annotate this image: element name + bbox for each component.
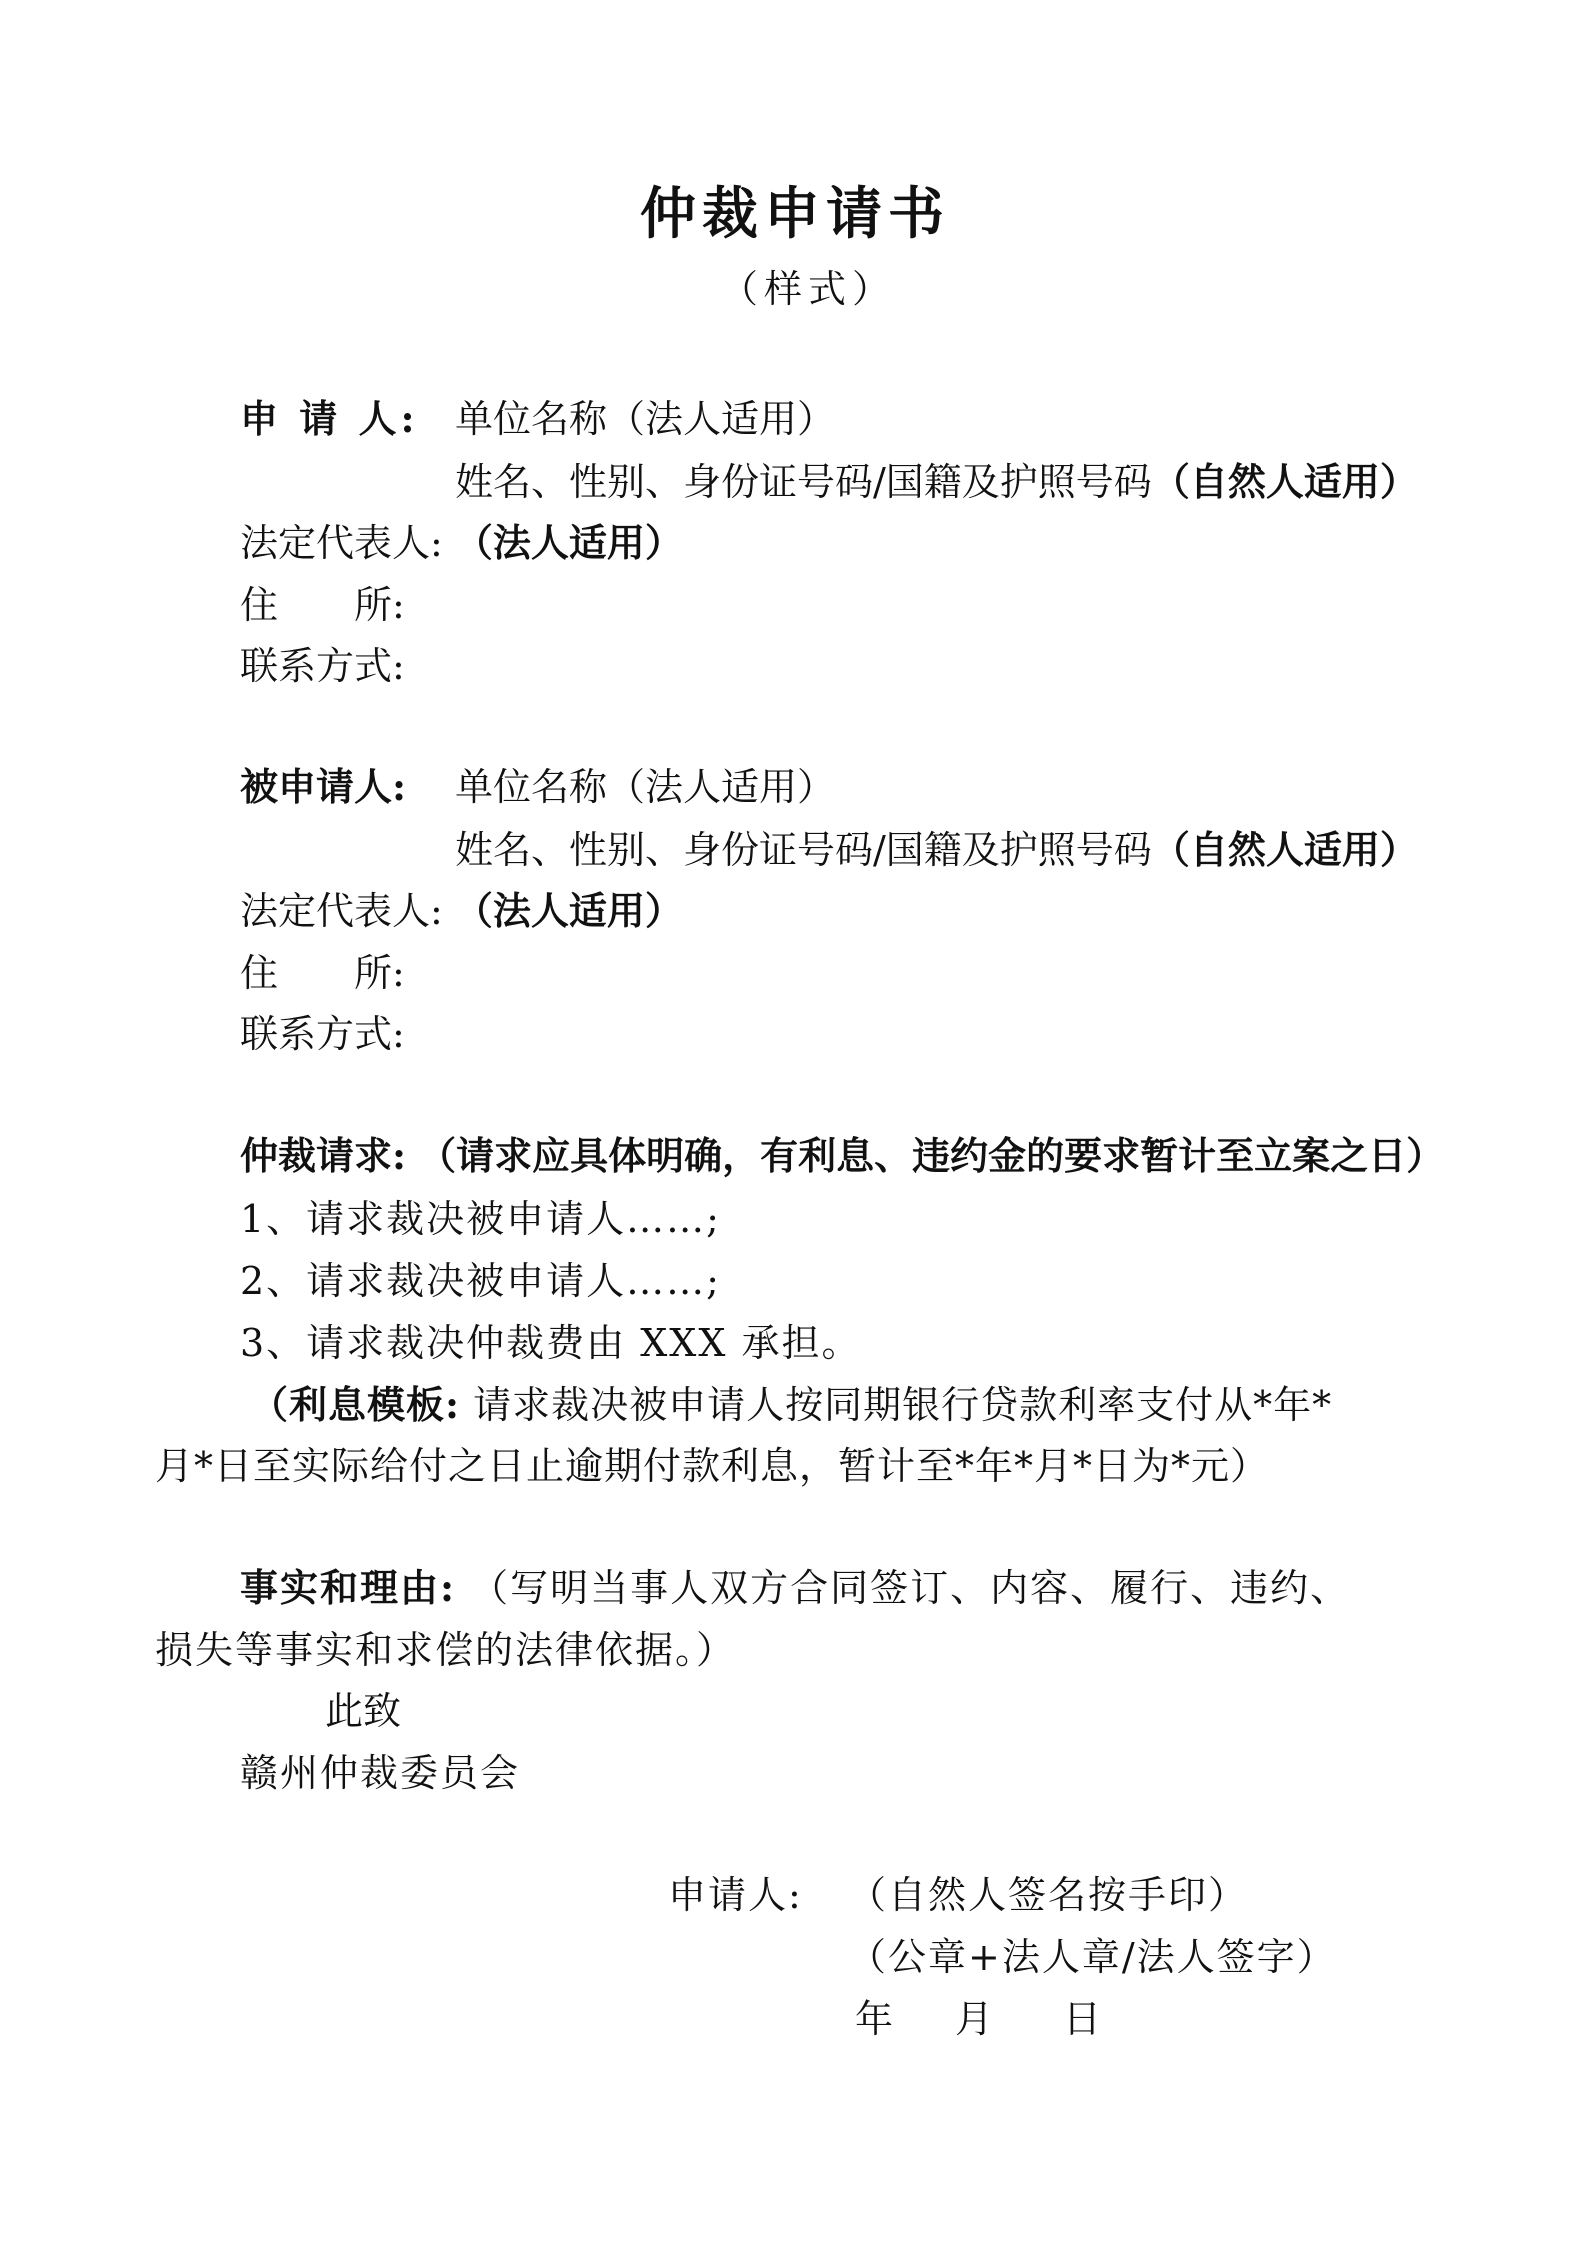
facts-text: （写明当事人双方合同签订、内容、履行、违约、 xyxy=(470,1566,1351,1610)
interest-template-text: 请求裁决被申请人按同期银行贷款利率支付从*年* xyxy=(473,1383,1333,1427)
applicant-unit-name: 单位名称（法人适用） xyxy=(455,397,836,441)
respondent-rep-value: （法人适用） xyxy=(454,888,683,933)
applicant-line1 xyxy=(455,396,835,442)
page-title: 仲裁申请书 xyxy=(640,181,950,247)
claims-note: （请求应具体明确，有利息、违约金的要求暂计至立案之日） xyxy=(418,1133,1445,1178)
applicant-contact-label: 联系方式: xyxy=(240,644,405,688)
respondent-unit-name: 单位名称（法人适用） xyxy=(455,765,836,809)
interest-template-label: （利息模板: xyxy=(250,1382,461,1427)
applicant-personal-info: 姓名、性别、身份证号码/国籍及护照号码 xyxy=(455,460,1152,504)
interest-template-line1 xyxy=(250,1382,1332,1428)
facts-label: 事实和理由: xyxy=(240,1565,457,1610)
signature-month: 月 xyxy=(955,1997,994,2041)
interest-template-line2: 月*日至实际给付之日止逾期付款利息，暂计至*年*月*日为*元） xyxy=(155,1444,1270,1488)
claim-item-3: 3、请求裁决仲裁费由 XXX 承担。 xyxy=(240,1321,862,1365)
respondent-natural-person-note: （自然人适用） xyxy=(1151,827,1418,872)
signature-year: 年 xyxy=(855,1997,894,2041)
closing-recipient: 赣州仲裁委员会 xyxy=(240,1751,521,1795)
claim-item-2: 2、请求裁决被申请人……; xyxy=(240,1259,721,1303)
applicant-address-label: 住 所: xyxy=(240,583,405,627)
applicant-rep-value: （法人适用） xyxy=(454,520,683,565)
signature-day: 日 xyxy=(1063,1997,1102,2041)
signature-label: 申请人: xyxy=(668,1873,803,1917)
applicant-rep-row xyxy=(240,520,683,566)
signature-legal-person: （公章+法人章/法人签字） xyxy=(848,1935,1337,1979)
respondent-personal-info: 姓名、性别、身份证号码/国籍及护照号码 xyxy=(455,828,1152,872)
respondent-contact-label: 联系方式: xyxy=(240,1012,405,1056)
respondent-line1 xyxy=(455,764,835,810)
claims-label: 仲裁请求: xyxy=(240,1133,407,1178)
respondent-label: 被申请人: xyxy=(240,764,407,809)
facts-line1 xyxy=(240,1565,1350,1611)
signature-natural-person: （自然人签名按手印） xyxy=(848,1873,1249,1917)
respondent-line2 xyxy=(455,827,1418,873)
respondent-address-label: 住 所: xyxy=(240,951,405,995)
claim-item-1: 1、请求裁决被申请人……; xyxy=(240,1197,721,1241)
claims-header xyxy=(240,1133,1444,1179)
applicant-label: 申 请 人: xyxy=(240,396,419,441)
respondent-rep-row xyxy=(240,888,683,934)
closing-salutation: 此致 xyxy=(325,1689,402,1733)
applicant-natural-person-note: （自然人适用） xyxy=(1151,459,1418,504)
applicant-line2 xyxy=(455,459,1418,505)
page-subtitle: （样式） xyxy=(720,267,897,311)
facts-line2: 损失等事实和求偿的法律依据。） xyxy=(155,1628,737,1672)
applicant-rep-label: 法定代表人: xyxy=(240,521,443,565)
respondent-rep-label: 法定代表人: xyxy=(240,889,443,933)
